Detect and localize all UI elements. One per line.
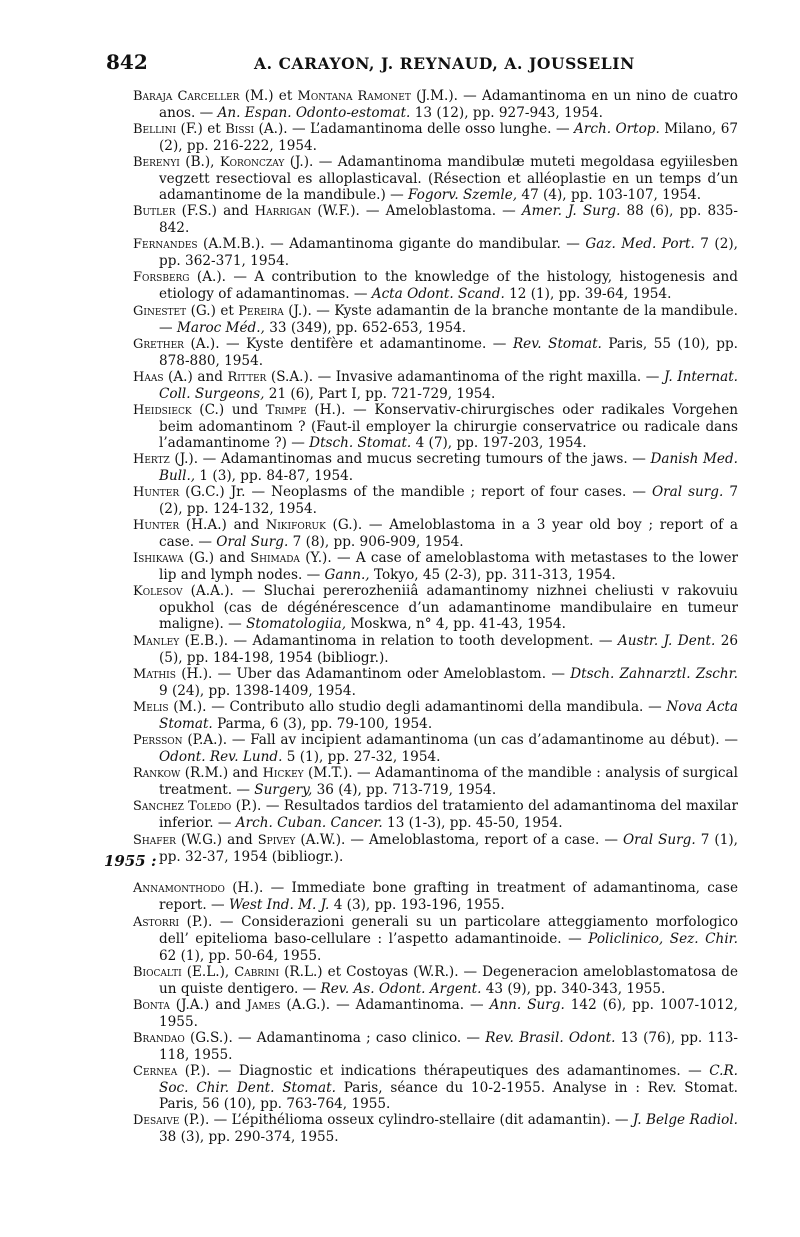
second-author: Hickey (262, 766, 304, 781)
title-text: (H.). — Konservativ-chirurgisches oder radikales Vorgehen beim adomantinom ? (Faut-il employer la chirurgie conservatrice ou radicale dans l’adamantinome ?) — (159, 402, 738, 451)
author-initials: (A.). — A contribution to the knowledge of the histology, histogenesis and etiology of adamantinomas. — (159, 269, 738, 302)
journal-name: Arch. Ortop. (574, 121, 660, 137)
title-text: (M.T.). — Adamantinoma of the mandible : analysis of surgical treatment. — (159, 765, 738, 798)
first-author: Melis (133, 700, 169, 715)
volume-pages: 7 (8), pp. 906-909, 1954. (288, 534, 464, 550)
journal-name: Amer. J. Surg. (521, 203, 621, 219)
journal-name: Oral surg. (651, 484, 724, 500)
first-author: Manley (133, 634, 180, 649)
first-author: Ginestet (133, 304, 187, 319)
journal-name: Danish Med. Bull., (159, 451, 738, 484)
first-author: Rankow (133, 766, 181, 781)
author-initials: (G.S.). — Adamantinoma ; caso clinico. — (184, 1030, 486, 1046)
first-author: Hunter (133, 518, 180, 533)
reference-entry (133, 765, 738, 798)
journal-name: J. Internat. Coll. Surgeons, (159, 369, 738, 402)
author-initials: (H.). — Immediate bone grafting in treatment of adamantinoma, case report. — (159, 880, 738, 913)
author-initials: (G.) and (183, 550, 251, 566)
author-initials: (G.) et (186, 303, 239, 319)
reference-entry (133, 303, 738, 336)
first-author: Sanchez Toledo (133, 799, 232, 814)
title-text: (R.L.) et Costoyas (W.R.). — Degeneracion ameloblastomatosa de un quiste dentigero. — (159, 964, 738, 997)
second-author: Trimpe (265, 403, 307, 418)
reference-entry (133, 203, 738, 236)
year-heading: 1955 : (104, 852, 157, 870)
title-text: (S.A.). — Invasive adamantinoma of the right maxilla. — (266, 369, 664, 385)
reference-entry (133, 484, 738, 517)
first-author: Bellini (133, 122, 177, 137)
author-initials: (M.) et (239, 88, 298, 104)
first-author: Heidsieck (133, 403, 192, 418)
title-text: (J.). — Kyste adamantin de la branche montante de la mandibule. — (159, 303, 738, 336)
first-author: Ishikawa (133, 551, 184, 566)
journal-name: Stomatologiia, (246, 616, 347, 632)
author-initials: (J.). — Adamantinomas and mucus secreting tumours of the jaws. — (169, 451, 651, 467)
first-author: Kolesov (133, 584, 183, 599)
reference-entry (133, 732, 738, 765)
reference-entry (133, 666, 738, 699)
first-author: Fernandes (133, 237, 198, 252)
second-author: Spivey (257, 833, 296, 848)
journal-name: Policlinico, Sez. Chir. (588, 931, 738, 947)
title-text: (A.G.). — Adamantinoma. — (280, 997, 490, 1013)
author-initials: (P.). — L’épithélioma osseux cylindro-stellaire (dit adamantin). — (179, 1112, 633, 1128)
journal-name: Surgery, (254, 782, 313, 798)
volume-pages: 13 (1-3), pp. 45-50, 1954. (382, 815, 563, 831)
volume-pages: 33 (349), pp. 652-653, 1954. (264, 320, 467, 336)
second-author: Harrigan (254, 204, 312, 219)
first-author: Hertz (133, 452, 170, 467)
second-author: Shimada (250, 551, 300, 566)
author-initials: (J.A.) and (169, 997, 247, 1013)
second-author: Koronczay (219, 155, 285, 170)
author-initials: (P.). — Diagnostic et indications thérapeutiques des adamantinomes. — (177, 1063, 710, 1079)
author-initials: (F.) et (176, 121, 226, 137)
author-initials: (A.) and (163, 369, 228, 385)
first-author: Shafer (133, 833, 176, 848)
first-author: Desaive (133, 1113, 180, 1128)
author-initials: (A.M.B.). — Adamantinoma gigante do mandibular. — (197, 236, 586, 252)
second-author: Pereira (238, 304, 284, 319)
first-author: Annamonthodo (133, 881, 225, 896)
journal-name: Fogorv. Szemle, (408, 187, 518, 203)
volume-pages: Parma, 6 (3), pp. 79-100, 1954. (212, 716, 433, 732)
reference-entry (133, 402, 738, 451)
reference-entry (133, 699, 738, 732)
reference-entry (133, 154, 738, 203)
volume-pages: 12 (1), pp. 39-64, 1954. (504, 286, 672, 302)
author-initials: (G.C.) Jr. — Neoplasms of the mandible ; report of four cases. — (179, 484, 652, 500)
volume-pages: Milano, 67 (2), pp. 216-222, 1954. (159, 121, 739, 154)
journal-name: Arch. Cuban. Cancer. (235, 815, 383, 831)
title-text: (J.M.). — Adamantinoma en un nino de cuatro anos. — (159, 88, 738, 121)
volume-pages: 21 (6), Part I, pp. 721-729, 1954. (264, 386, 496, 402)
title-text: (G.). — Ameloblastoma in a 3 year old boy ; report of a case. — (159, 517, 738, 550)
reference-entry (133, 236, 738, 269)
reference-entry (133, 1112, 738, 1145)
volume-pages: 7 (2), pp. 124-132, 1954. (159, 484, 738, 517)
second-author: Montana Ramonet (297, 89, 411, 104)
volume-pages: 47 (4), pp. 103-107, 1954. (517, 187, 702, 203)
journal-name: Odont. Rev. Lund. (159, 749, 283, 765)
volume-pages: 9 (24), pp. 1398-1409, 1954. (159, 683, 356, 699)
reference-entry (133, 369, 738, 402)
author-initials: (R.M.) and (180, 765, 263, 781)
reference-entry (133, 633, 738, 666)
author-initials: (B.), (179, 154, 220, 170)
second-author: Nikiforuk (265, 518, 326, 533)
volume-pages: 26 (5), pp. 184-198, 1954 (bibliogr.). (159, 633, 738, 666)
volume-pages: Moskwa, n° 4, pp. 41-43, 1954. (346, 616, 567, 632)
reference-entry (133, 451, 738, 484)
reference-entry (133, 997, 738, 1030)
first-author: Grether (133, 337, 184, 352)
volume-pages: 62 (1), pp. 50-64, 1955. (159, 948, 322, 964)
journal-name: Dtsch. Stomat. (309, 435, 412, 451)
reference-entry (133, 517, 738, 550)
journal-name: Rev. Brasil. Odont. (485, 1030, 616, 1046)
volume-pages: 36 (4), pp. 713-719, 1954. (312, 782, 497, 798)
title-text: (Y.). — A case of ameloblastoma with metastases to the lower lip and lymph nodes. — (159, 550, 738, 583)
author-initials: (H.A.) and (179, 517, 266, 533)
first-author: Biocalti (133, 965, 182, 980)
author-initials: (W.G.) and (175, 832, 258, 848)
reference-entry (133, 964, 738, 997)
volume-pages: 142 (6), pp. 1007-1012, 1955. (159, 997, 739, 1030)
reference-entry (133, 880, 738, 914)
reference-entry (133, 336, 738, 369)
first-author: Berenyi (133, 155, 180, 170)
running-head: A. CARAYON, J. REYNAUD, A. JOUSSELIN (254, 54, 635, 73)
journal-name: Ann. Surg. (489, 997, 565, 1013)
journal-name: West Ind. M. J. (228, 897, 330, 913)
second-author: Bissi (225, 122, 255, 137)
journal-name: An. Espan. Odonto-estomat. (217, 105, 411, 121)
author-initials: (P.A.). — Fall av incipient adamantinoma (un cas d’adamantinome au début). — (182, 732, 738, 748)
journal-name: C.R. Soc. Chir. Dent. Stomat. (159, 1063, 738, 1096)
first-author: Persson (133, 733, 183, 748)
journal-name: Dtsch. Zahnarztl. Zschr. (570, 666, 738, 682)
author-initials: (E.B.). — Adamantinoma in relation to tooth development. — (179, 633, 618, 649)
first-author: Haas (133, 370, 164, 385)
first-author: Brandao (133, 1031, 185, 1046)
journal-name: Rev. As. Odont. Argent. (320, 981, 482, 997)
journal-name: Oral Surg. (216, 534, 289, 550)
reference-entry (133, 1063, 738, 1112)
first-author: Astorri (133, 915, 180, 930)
author-initials: (P.). — Considerazioni generali su un particolare atteggiamento morfologico dell’ epitelioma baso-cellulare : l’aspetto adamantinoide. — (159, 914, 738, 947)
second-author: Ritter (227, 370, 267, 385)
volume-pages: 4 (3), pp. 193-196, 1955. (329, 897, 505, 913)
reference-entry (133, 1030, 738, 1063)
volume-pages: 1 (3), pp. 84-87, 1954. (195, 468, 354, 484)
first-author: Cernea (133, 1064, 178, 1079)
volume-pages: 7 (1), pp. 32-37, 1954 (bibliogr.). (159, 832, 738, 865)
author-initials: (C.) und (191, 402, 266, 418)
first-author: Mathis (133, 667, 176, 682)
page-number: 842 (106, 50, 148, 74)
author-initials: (P.). — Resultados tardios del tratamiento del adamantinoma del maxilar inferior. — (159, 798, 738, 831)
volume-pages: 13 (76), pp. 113-118, 1955. (159, 1030, 738, 1063)
title-text: (A.). — L’adamantinoma delle osso lunghe. — (254, 121, 575, 137)
first-author: Hunter (133, 485, 180, 500)
reference-entry (133, 269, 738, 303)
volume-pages: Paris, séance du 10-2-1955. Analyse in : Rev. Stomat. Paris, 56 (10), pp. 763-764, 1955. (159, 1080, 738, 1112)
author-initials: (M.). — Contributo allo studio degli adamantinomi della mandibula. — (168, 699, 667, 715)
volume-pages: 13 (12), pp. 927-943, 1954. (410, 105, 603, 121)
title-text: (J.). — Adamantinoma mandibulæ muteti megoldasa egyiilesben vegzett resectioval es alloplasticaval. (Résection et alléoplastie en un temps d’un adamantinome de la mandibule.) — (159, 154, 738, 203)
journal-name: Oral Surg. (622, 832, 696, 848)
volume-pages: Paris, 55 (10), pp. 878-880, 1954. (159, 336, 738, 369)
author-initials: (E.L.), (181, 964, 235, 980)
journal-name: Acta Odont. Scand. (371, 286, 505, 302)
reference-entry (133, 121, 738, 154)
journal-name: Austr. J. Dent. (617, 633, 716, 649)
page-header (106, 44, 738, 74)
author-initials: (F.S.) and (175, 203, 255, 219)
volume-pages: 7 (2), pp. 362-371, 1954. (159, 236, 738, 269)
reference-entry (133, 583, 738, 633)
journal-name: J. Belge Radiol. (632, 1112, 738, 1128)
reference-entry (133, 832, 738, 865)
journal-name: Gaz. Med. Port. (585, 236, 695, 252)
second-author: Cabrini (234, 965, 280, 980)
volume-pages: 4 (7), pp. 197-203, 1954. (411, 435, 587, 451)
author-initials: (H.). — Uber das Adamantinom oder Ameloblastom. — (175, 666, 571, 682)
journal-name: Rev. Stomat. (512, 336, 602, 352)
first-author: Baraja Carceller (133, 89, 240, 104)
title-text: (W.F.). — Ameloblastoma. — (311, 203, 522, 219)
references-1955 (133, 880, 738, 1145)
first-author: Butler (133, 204, 176, 219)
second-author: James (246, 998, 281, 1013)
journal-name: Maroc Méd., (176, 320, 265, 336)
journal-name: Nova Acta Stomat. (159, 699, 739, 732)
reference-entry (133, 88, 738, 121)
reference-entry (133, 914, 738, 964)
volume-pages: 5 (1), pp. 27-32, 1954. (282, 749, 441, 765)
title-text: (A.W.). — Ameloblastoma, report of a case. — (295, 832, 623, 848)
author-initials: (A.A.). — Sluchai pererozheniiâ adamantinomy nizhnei cheliusti v rakovuiu opukhol (cas de dégénérescence d’un adamantinome mandibulaire en tumeur maligne). — (159, 583, 738, 632)
first-author: Forsberg (133, 270, 190, 285)
volume-pages: 43 (9), pp. 340-343, 1955. (481, 981, 666, 997)
author-initials: (A.). — Kyste dentifère et adamantinome. — (183, 336, 513, 352)
references-1954 (133, 88, 738, 865)
volume-pages: 38 (3), pp. 290-374, 1955. (159, 1129, 339, 1145)
reference-entry (133, 550, 738, 583)
journal-name: Gann., (324, 567, 370, 583)
volume-pages: 88 (6), pp. 835-842. (159, 203, 738, 236)
reference-entry (133, 798, 738, 832)
first-author: Bonta (133, 998, 170, 1013)
volume-pages: Tokyo, 45 (2-3), pp. 311-313, 1954. (369, 567, 616, 583)
